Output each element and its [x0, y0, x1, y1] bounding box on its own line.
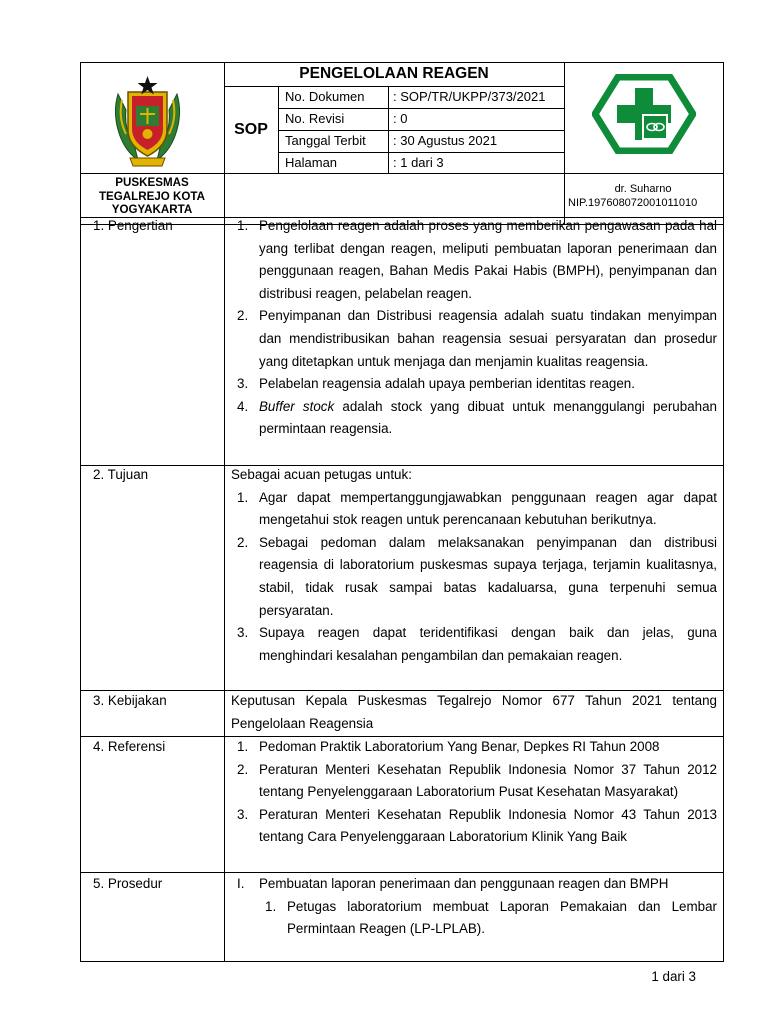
list-item: 2. Sebagai pedoman dalam melaksanakan penyimpanan dan distribusi reagensia di laboratorium puskesmas supaya terjaga, terjamin kualitasnya, stabil, tidak rusak sampai batas kadaluarsa, guna terpenuhi semua persyaratan.: [237, 534, 717, 618]
section-label-pengertian: 1. Pengertian: [93, 218, 173, 233]
list-item: I. Pembuatan laporan penerimaan dan penggunaan reagen dan BMPH: [237, 876, 669, 891]
meta-label-tanggal-terbit: Tanggal Terbit: [285, 133, 366, 148]
org-name-line-3: YOGYAKARTA: [111, 203, 193, 216]
list-item: 1. Pedoman Praktik Laboratorium Yang Benar, Depkes RI Tahun 2008: [237, 739, 660, 754]
signer-name: dr. Suharno: [614, 183, 672, 195]
meta-label-halaman: Halaman: [285, 155, 338, 170]
section-label-tujuan: 2. Tujuan: [93, 467, 149, 482]
org-name: [80, 176, 224, 217]
section-pengertian: [231, 215, 717, 441]
right-logo: [592, 74, 696, 154]
section-referensi: [231, 736, 717, 849]
meta-value-halaman: : 1 dari 3: [393, 155, 444, 170]
meta-value-tanggal-terbit: : 30 Agustus 2021: [393, 133, 498, 148]
list-item: 2. Peraturan Menteri Kesehatan Republik Indonesia Nomor 37 Tahun 2012 tentang Penyelenggaraan Laboratorium Pusat Kesehatan Masyarakat): [237, 761, 717, 800]
yogyakarta-city-crest-icon: [110, 74, 185, 168]
list-item: 1. Agar dapat mempertanggungjawabkan penggunaan reagen agar dapat mengetahui stok reagen untuk perencanaan kebutuhan berikutnya.: [237, 489, 717, 528]
section-label-kebijakan: 3. Kebijakan: [93, 693, 167, 708]
section-kebijakan: [231, 690, 717, 735]
org-name-line-1: PUSKESMAS: [115, 176, 189, 189]
section-label-referensi: 4. Referensi: [93, 739, 166, 754]
list-item: 3. Peraturan Menteri Kesehatan Republik Indonesia Nomor 43 Tahun 2013 tentang Cara Penyelenggaraan Laboratorium Klinik Yang Baik: [237, 806, 717, 845]
list-item: 4. Buffer stock adalah stock yang dibuat untuk menanggulangi perubahan permintaan reagensia.: [237, 398, 717, 437]
section-tujuan: [231, 464, 717, 667]
kebijakan-text: Keputusan Kepala Puskesmas Tegalrejo Nomor 677 Tahun 2021 tentang Pengelolaan Reagensia: [231, 693, 717, 731]
meta-value-no-revisi: : 0: [393, 111, 408, 126]
signer-nip: NIP.197608072001011010: [568, 197, 698, 209]
list-item: 1. Petugas laboratorium membuat Laporan Pemakaian dan Lembar Permintaan Reagen (LP-LPLAB).: [265, 898, 717, 937]
list-item: 1. Pengelolaan reagen adalah proses yang memberikan pengawasan pada hal yang terlibat dengan reagen, meliputi pembuatan laporan penerimaan dan penggunaan reagen, Bahan Medis Pakai Habis (BMPH), penyimpanan dan distribusi reagen, pelabelan reagen.: [237, 218, 717, 301]
left-logo: [110, 74, 185, 168]
tujuan-intro: Sebagai acuan petugas untuk:: [231, 467, 412, 482]
document-title: PENGELOLAAN REAGEN: [299, 65, 489, 82]
puskesmas-green-cross-icon: [592, 74, 696, 154]
section-label-prosedur: 5. Prosedur: [93, 876, 163, 891]
meta-label-no-revisi: No. Revisi: [285, 111, 345, 126]
section-prosedur: [231, 873, 717, 941]
list-item: 3. Pelabelan reagensia adalah upaya pemberian identitas reagen.: [237, 376, 635, 392]
org-name-line-2: TEGALREJO KOTA: [98, 189, 206, 203]
list-item: 3. Supaya reagen dapat teridentifikasi dengan baik dan jelas, guna menghindari kesalahan pengambilan dan pemakaian reagen.: [237, 625, 717, 663]
list-item: 2. Penyimpanan dan Distribusi reagensia adalah suatu tindakan menyimpan dan mendistribusikan bahan reagensia sesuai persyaratan dan prosedur yang ditetapkan untuk menjaga dan menjamin kualitas reagensia.: [237, 308, 717, 369]
sop-label: SOP: [234, 121, 268, 138]
page-number: 1 dari 3: [651, 969, 696, 984]
buffer-stock-term: Buffer stock: [259, 398, 335, 414]
meta-value-no-dokumen: : SOP/TR/UKPP/373/2021: [393, 89, 546, 104]
meta-label-no-dokumen: No. Dokumen: [285, 89, 365, 104]
